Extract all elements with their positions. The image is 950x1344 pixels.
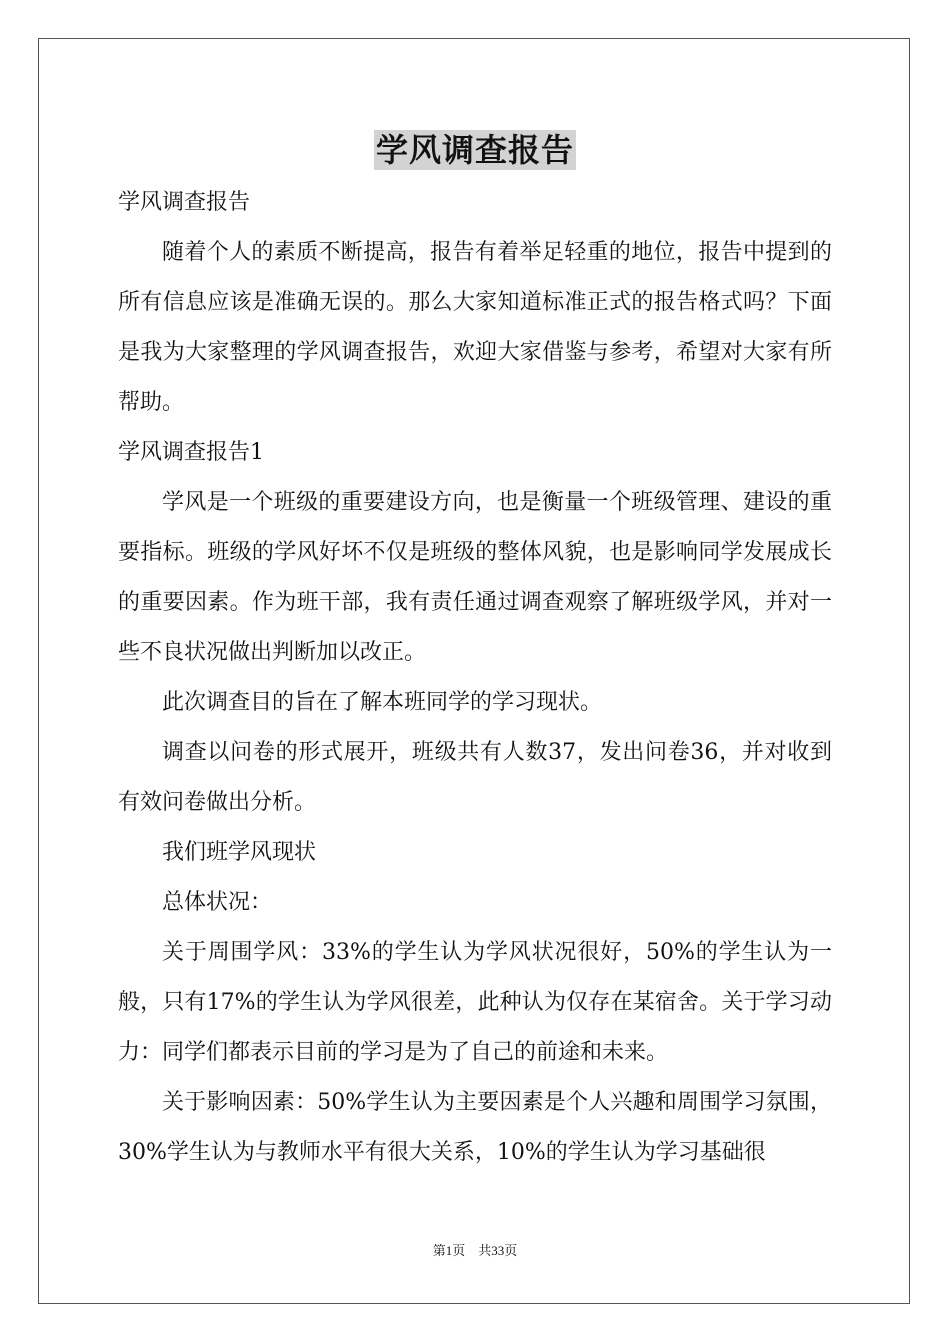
body-paragraph: 随着个人的素质不断提高，报告有着举足轻重的地位，报告中提到的所有信息应该是准确无误的。那么大家知道标准正式的报告格式吗？下面是我为大家整理的学风调查报告，欢迎大家借鉴与参考，希望对大家有所帮助。 [118,240,832,415]
body-paragraph: 学风是一个班级的重要建设方向，也是衡量一个班级管理、建设的重要指标。班级的学风好坏不仅是班级的整体风貌，也是影响同学发展成长的重要因素。作为班干部，我有责任通过调查观察了解班级学风，并对一些不良状况做出判断加以改正。 [118,490,832,665]
page-number: 第1页 共33页 [432,1243,518,1258]
body-paragraph: 总体状况： [162,890,273,915]
body-paragraph: 此次调查目的旨在了解本班同学的学习现状。 [162,690,603,715]
document-title [0,128,950,172]
body-paragraph: 关于周围学风：33%的学生认为学风状况很好，50%的学生认为一般，只有17%的学生认为学风很差，此种认为仅存在某宿舍。关于学习动力：同学们都表示目前的学习是为了自己的前途和未来。 [118,940,832,1065]
document-body [118,178,832,1178]
body-paragraph: 调查以问卷的形式展开，班级共有人数37，发出问卷36，并对收到有效问卷做出分析。 [118,740,832,815]
document-title-text: 学风调查报告 [375,131,574,169]
section-heading: 学风调查报告 [118,190,251,215]
page-footer [0,1242,950,1260]
body-paragraph: 我们班学风现状 [162,840,317,865]
body-paragraph: 关于影响因素：50%学生认为主要因素是个人兴趣和周围学习氛围，30%学生认为与教师水平有很大关系，10%的学生认为学习基础很 [118,1090,832,1165]
section-heading: 学风调查报告1 [118,440,264,465]
